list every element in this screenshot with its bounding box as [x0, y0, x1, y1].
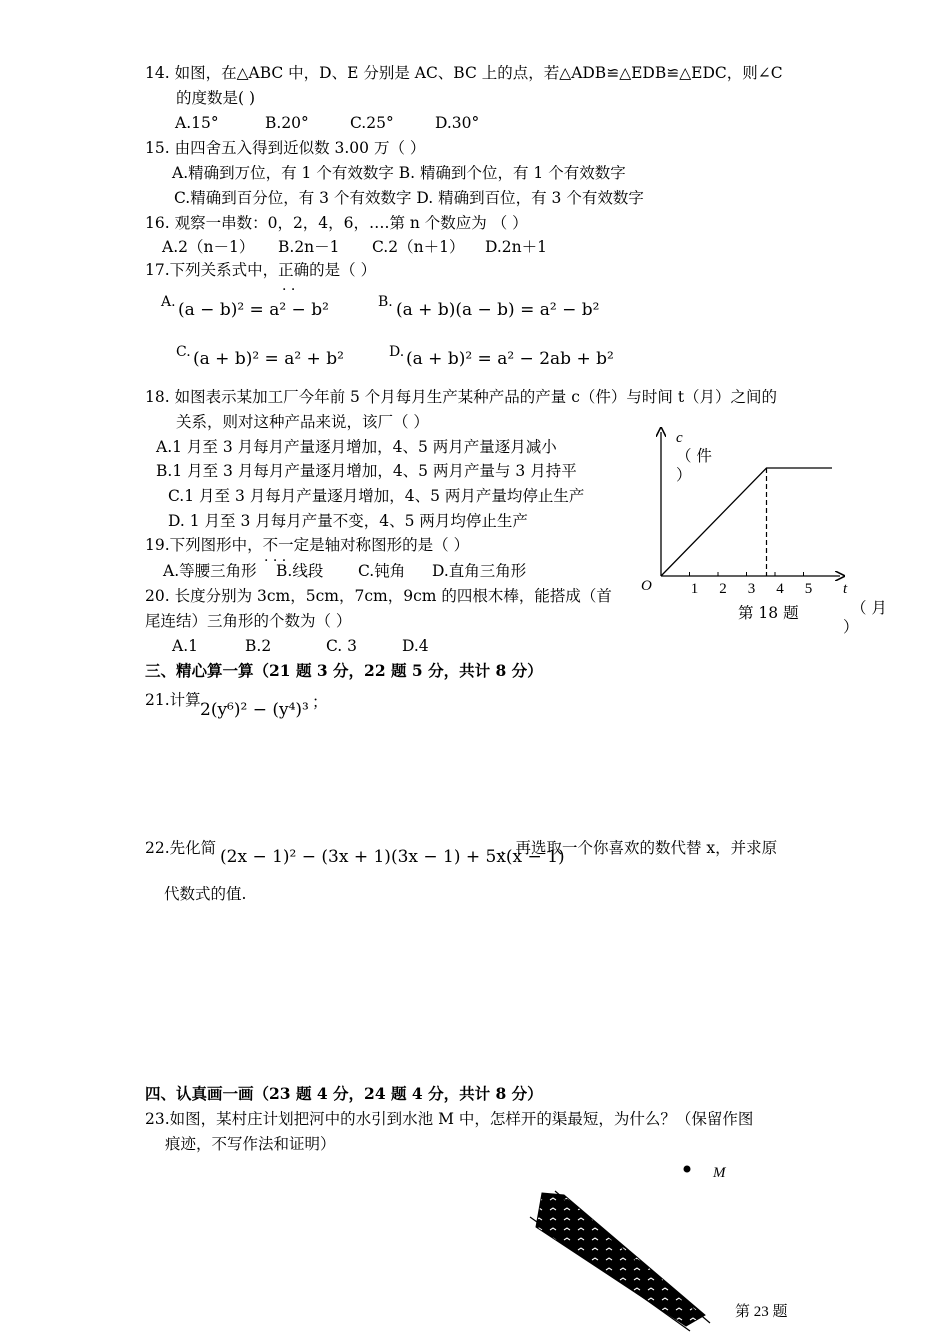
y-axis-unit: （ 件 — [676, 447, 712, 465]
q19-option-c: C.钝角 — [358, 562, 406, 580]
q22-tail-cont: 代数式的值. — [164, 885, 247, 903]
q22-expression: (2x − 1)² − (3x + 1)(3x − 1) + 5x(x − 1) — [220, 847, 565, 867]
q22-label: 22.先化简 — [145, 839, 217, 857]
q21-expression: 2(y⁶)² − (y⁴)³ — [200, 700, 309, 720]
section-4-heading: 四、认真画一画（23 题 4 分，24 题 4 分，共计 8 分） — [145, 1084, 543, 1103]
q18-option-c: C.1 月至 3 月每月产量逐月增加，4、5 两月产量均停止生产 — [168, 487, 585, 505]
q19-option-b: B.线段 — [276, 562, 324, 580]
q15-stem: 15. 由四舍五入得到近似数 3.00 万（ ） — [145, 139, 426, 157]
q16-option-b: B.2n－1 — [278, 238, 340, 256]
q19-option-a: A.等腰三角形 — [163, 562, 257, 580]
q23-caption: 第 23 题 — [735, 1304, 788, 1320]
q18-option-a: A.1 月至 3 月每月产量逐月增加，4、5 两月产量逐月减小 — [156, 438, 557, 456]
q18-option-b: B.1 月至 3 月每月产量逐月增加，4、5 两月产量与 3 月持平 — [156, 462, 577, 480]
x-axis-unit-close: ） — [843, 618, 859, 636]
q23-stem: 23.如图，某村庄计划把河中的水引到水池 M 中，怎样开的渠最短，为什么？（保留作图 — [145, 1110, 754, 1128]
q14-option-b: B.20° — [265, 114, 309, 132]
q20-stem-cont: 尾连结）三角形的个数为（ ） — [145, 612, 352, 630]
x-tick-label: 4 — [776, 581, 784, 597]
q20-stem: 20. 长度分别为 3cm，5cm，7cm，9cm 的四根木棒，能搭成（首 — [145, 587, 612, 605]
q17-option-c: (a + b)² = a² + b² — [193, 349, 344, 369]
section-3-heading: 三、精心算一算（21 题 3 分，22 题 5 分，共计 8 分） — [145, 661, 543, 680]
q21-label: 21.计算 — [145, 691, 201, 709]
q14-option-a: A.15° — [175, 114, 219, 132]
q20-option-d: D.4 — [402, 637, 429, 655]
q17-stem: 17.下列关系式中，正确的是（ ） — [145, 261, 377, 279]
q17-option-d-label: D. — [389, 344, 405, 360]
q18-stem: 18. 如图表示某加工厂今年前 5 个月每月生产某种产品的产量 c（件）与时间 t（月）之间的 — [145, 388, 778, 406]
q20-option-c: C. 3 — [326, 637, 358, 655]
q18-option-d: D. 1 月至 3 月每月产量不变，4、5 两月均停止生产 — [168, 512, 528, 530]
q19-stem: 19.下列图形中，不一定是轴对称图形的是（ ） — [145, 536, 470, 554]
q14-option-d: D.30° — [435, 114, 480, 132]
q16-option-a: A.2（n－1） — [162, 238, 255, 256]
q15-options-ab: A.精确到万位，有 1 个有效数字 B. 精确到个位，有 1 个有效数字 — [172, 164, 626, 182]
q20-option-a: A.1 — [172, 637, 198, 655]
q23-figure — [520, 1155, 820, 1344]
q14-option-c: C.25° — [350, 114, 394, 132]
river — [530, 1191, 710, 1331]
q18-caption: 第 18 题 — [738, 604, 799, 622]
q17-option-b-label: B. — [378, 294, 393, 310]
q14-stem: 14. 如图，在△ABC 中，D、E 分别是 AC、BC 上的点，若△ADB≌△EDB≌△EDC，则∠C — [145, 64, 783, 82]
emphasis-dots: · · — [282, 282, 296, 298]
q16-stem: 16. 观察一串数：0，2，4，6，….第 n 个数应为 （ ） — [145, 214, 528, 232]
q18-stem-cont: 关系，则对这种产品来说，该厂（ ） — [176, 413, 429, 431]
q16-option-d: D.2n＋1 — [485, 238, 548, 256]
y-axis-unit-close: ） — [676, 466, 692, 484]
x-tick-label: 5 — [804, 581, 813, 597]
q15-options-cd: C.精确到百分位，有 3 个有效数字 D. 精确到百位，有 3 个有效数字 — [174, 189, 644, 207]
emphasis-dots: · · · — [264, 553, 287, 569]
x-tick-label: 2 — [719, 581, 727, 597]
x-axis-unit: （ 月 — [851, 599, 887, 617]
q17-option-a-label: A. — [161, 294, 176, 310]
pool-m-label: M — [713, 1165, 726, 1181]
q17-option-d: (a + b)² = a² − 2ab + b² — [406, 349, 614, 369]
pool-m-point — [684, 1166, 691, 1173]
origin-label: O — [641, 578, 652, 594]
y-axis-label: c — [676, 430, 683, 446]
q17-option-a: (a − b)² = a² − b² — [178, 300, 329, 320]
q23-stem-cont: 痕迹，不写作法和证明） — [165, 1135, 336, 1153]
q19-option-d: D.直角三角形 — [432, 562, 527, 580]
q14-stem-cont: 的度数是( ) — [176, 89, 256, 107]
x-tick-label: 3 — [747, 581, 756, 597]
x-tick-label: 1 — [690, 581, 699, 597]
q17-option-c-label: C. — [176, 344, 191, 360]
q16-option-c: C.2（n＋1） — [372, 238, 465, 256]
q21-tail: ； — [312, 693, 328, 711]
x-axis-label: t — [843, 581, 848, 597]
q17-option-b: (a + b)(a − b) = a² − b² — [396, 300, 600, 320]
q22-tail: ，再选取一个你喜欢的数代替 x，并求原 — [500, 839, 778, 857]
q20-option-b: B.2 — [245, 637, 272, 655]
